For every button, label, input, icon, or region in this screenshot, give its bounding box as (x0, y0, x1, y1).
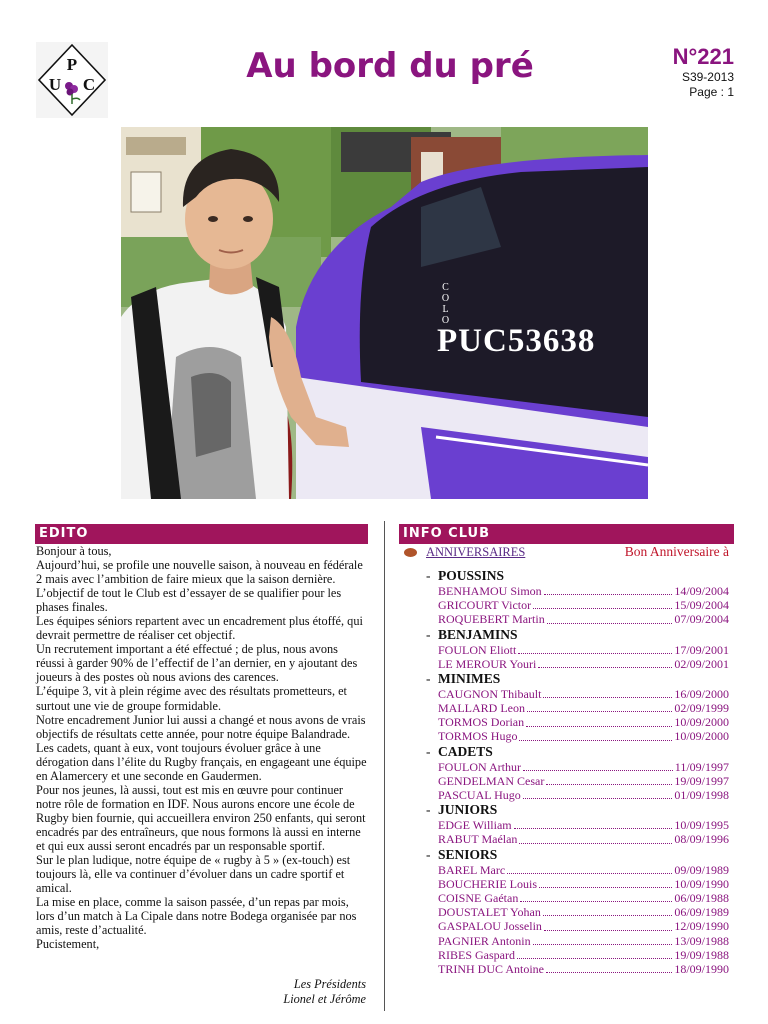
birthday-entry (426, 863, 729, 877)
birthday-entry (426, 919, 729, 933)
person-name: COISNE Gaétan (438, 890, 519, 905)
person-name: LE MEROUR Youri (438, 656, 537, 671)
bullet-dash: - (426, 670, 431, 686)
person-name: DOUSTALET Yohan (438, 905, 541, 920)
birth-date: 08/09/1996 (674, 832, 729, 847)
birth-date: 13/09/1988 (674, 933, 729, 948)
bullet-dash: - (426, 626, 431, 642)
birth-date: 11/09/1997 (674, 759, 729, 774)
birthday-entry (426, 832, 729, 846)
boy-with-car-image (121, 127, 648, 499)
birthday-entry (426, 962, 729, 976)
bullet-dash: - (426, 743, 431, 759)
birth-date: 14/09/2004 (674, 583, 729, 598)
person-name: BOUCHERIE Louis (438, 876, 537, 891)
dot-leader (523, 798, 673, 799)
signature-names: Lionel et Jérôme (283, 992, 366, 1006)
person-name: BENHAMOU Simon (438, 583, 542, 598)
person-name: FOULON Arthur (438, 759, 521, 774)
page-number: Page : 1 (689, 85, 734, 99)
group-title (426, 627, 729, 643)
anniversaires-row (404, 545, 734, 563)
person-name: EDGE William (438, 818, 512, 833)
dot-leader (539, 887, 672, 888)
person-name: BAREL Marc (438, 862, 506, 877)
group-name: JUNIORS (438, 802, 498, 818)
person-name: RIBES Gaspard (438, 947, 515, 962)
person-name: GRICOURT Victor (438, 598, 532, 613)
edito-paragraph: Pucistement, (36, 937, 100, 952)
birth-date: 10/09/1995 (674, 818, 729, 833)
column-divider (384, 521, 385, 1011)
dot-leader (523, 770, 673, 771)
birthday-entry (426, 905, 729, 919)
birthday-groups (426, 568, 729, 976)
birth-date: 07/09/2004 (674, 612, 729, 627)
logo-letter-u: U (48, 75, 62, 94)
dot-leader (507, 873, 672, 874)
birthday-entry (426, 657, 729, 671)
edito-paragraph: Aujourd’hui, se profile une nouvelle saison, à nouveau en fédérale 2 mais avec l’ambition de faire mieux que la saison dernière. L’objectif de tout le Club est d’essayer de se qualifier pour les phases finales. (36, 558, 363, 615)
person-name: GENDELMAN Cesar (438, 773, 545, 788)
edito-text (36, 544, 368, 951)
puc-logo-icon (36, 42, 108, 118)
dot-leader (527, 711, 672, 712)
issue-week: S39-2013 (681, 70, 734, 84)
club-logo (36, 42, 108, 118)
issue-info (673, 44, 734, 100)
birthday-entry (426, 948, 729, 962)
birth-date: 06/09/1989 (674, 905, 729, 920)
birthday-entry (426, 643, 729, 657)
group-name: MINIMES (438, 670, 501, 686)
birthday-entry (426, 788, 729, 802)
birth-date: 12/09/1990 (674, 919, 729, 934)
dot-leader (544, 594, 673, 595)
dot-leader (517, 958, 672, 959)
group-title (426, 802, 729, 818)
person-name: RABUT Maélan (438, 832, 518, 847)
edito-heading: EDITO (35, 524, 368, 544)
dot-leader (546, 784, 672, 785)
birthday-entry (426, 715, 729, 729)
edito-paragraph: Les équipes séniors repartent avec un encadrement plus étoffé, qui devrait permettre de réaliser cet objectif. (36, 614, 363, 643)
logo-letter-p: P (66, 55, 78, 74)
group-title (426, 744, 729, 760)
person-name: ROQUEBERT Martin (438, 612, 545, 627)
birth-date: 16/09/2000 (674, 686, 729, 701)
car-colo-text: COLO (440, 282, 451, 326)
person-name: TORMOS Dorian (438, 715, 525, 730)
birthday-entry (426, 774, 729, 788)
info-club-heading: INFO CLUB (399, 524, 734, 544)
logo-letter-c: C (82, 75, 96, 94)
person-name: TRINH DUC Antoine (438, 961, 544, 976)
edito-paragraph: Un recrutement important a été effectué ; de plus, nous avons réussi à garder 90% de l’effectif de l’an dernier, en y ajoutant des joueurs à des postes où nous avions des carences. (36, 642, 358, 685)
edito-paragraph: Sur le plan ludique, notre équipe de « rugby à 5 » (ex-touch) est toujours là, elle va continuer d’évoluer dans un cadre sportif et amical. (36, 853, 351, 896)
person-name: PASCUAL Hugo (438, 788, 521, 803)
dot-leader (519, 843, 672, 844)
birth-date: 19/09/1988 (674, 947, 729, 962)
birthday-entry (426, 584, 729, 598)
dot-leader (519, 740, 672, 741)
group-name: POUSSINS (438, 568, 505, 583)
birth-date: 19/09/1997 (674, 773, 729, 788)
birthday-entry (426, 598, 729, 612)
dot-leader (547, 623, 673, 624)
anniversaires-link[interactable]: ANNIVERSAIRES (426, 545, 526, 559)
birth-date: 06/09/1988 (674, 890, 729, 905)
edito-paragraph: L’équipe 3, vit à plein régime avec des résultats prometteurs, et surtout une vie de groupe formidable. (36, 684, 347, 713)
dot-leader (543, 697, 672, 698)
group-title (426, 568, 729, 584)
birth-date: 17/09/2001 (674, 642, 729, 657)
dot-leader (518, 653, 672, 654)
dot-leader (514, 828, 673, 829)
edito-paragraph: Pour nos jeunes, là aussi, tout est mis en œuvre pour continuer notre rôle de formation en IDF. Nous aurons encore une école de Rugby bien fournie, qui accueillera environ 250 enfants, qui seront encadrés par des entraîneurs, que nous formons là aussi en interne et qui eux aussi seront encadrés par un responsable sportif. (36, 782, 366, 853)
edito-paragraph: La mise en place, comme la saison passée, d’un repas par mois, lors d’un match à La Cipale dans notre Bodega organisée par nos amis, reste d’actualité. (36, 895, 357, 938)
edito-paragraph: Bonjour à tous, (36, 544, 112, 558)
bullet-dash: - (426, 802, 431, 818)
dot-leader (544, 930, 672, 931)
birthday-entry (426, 687, 729, 701)
birth-date: 10/09/2000 (674, 729, 729, 744)
dot-leader (526, 726, 672, 727)
person-name: MALLARD Leon (438, 701, 525, 716)
birth-date: 10/09/2000 (674, 715, 729, 730)
dot-leader (543, 915, 673, 916)
edito-signature (283, 977, 366, 1007)
person-name: TORMOS Hugo (438, 729, 518, 744)
dot-leader (538, 667, 672, 668)
rugby-ball-icon (404, 548, 417, 557)
birth-date: 02/09/2001 (674, 656, 729, 671)
edito-paragraph: Les cadets, quant à eux, vont toujours évoluer grâce à une dérogation dans l’élite du Rugby français, en engageant une équipe en Alamercery et une seconde en Gaudermen. (36, 740, 367, 783)
cover-photo (121, 127, 648, 499)
birthday-entry (426, 877, 729, 891)
birthday-entry (426, 934, 729, 948)
newsletter-title: Au bord du pré (246, 46, 534, 86)
birth-date: 15/09/2004 (674, 598, 729, 613)
birthday-wish: Bon Anniversaire à (624, 544, 729, 559)
edito-paragraph: Notre encadrement Junior lui aussi a changé et nous avons de vrais objectifs de résultats cette année, pour notre équipe Balandrade. (36, 712, 366, 741)
person-name: GASPALOU Josselin (438, 919, 542, 934)
person-name: PAGNIER Antonin (438, 933, 531, 948)
dot-leader (533, 608, 672, 609)
birthday-entry (426, 760, 729, 774)
birthday-entry (426, 891, 729, 905)
group-title (426, 671, 729, 687)
person-name: CAUGNON Thibault (438, 686, 542, 701)
car-plate-text: PUC53638 (437, 323, 596, 359)
birthday-entry (426, 612, 729, 626)
birth-date: 18/09/1990 (674, 961, 729, 976)
group-name: BENJAMINS (438, 626, 518, 642)
birthday-entry (426, 701, 729, 715)
signature-title: Les Présidents (293, 977, 366, 991)
birth-date: 10/09/1990 (674, 876, 729, 891)
dot-leader (533, 944, 673, 945)
dot-leader (546, 972, 672, 973)
group-title (426, 847, 729, 863)
birthday-entry (426, 818, 729, 832)
bullet-dash: - (426, 846, 431, 862)
dot-leader (520, 901, 672, 902)
birth-date: 09/09/1989 (674, 862, 729, 877)
issue-number: N°221 (672, 44, 734, 69)
birth-date: 02/09/1999 (674, 701, 729, 716)
person-name: FOULON Eliott (438, 642, 517, 657)
group-name: SENIORS (438, 846, 498, 862)
birthday-entry (426, 730, 729, 744)
group-name: CADETS (438, 743, 493, 759)
birth-date: 01/09/1998 (674, 788, 729, 803)
bullet-dash: - (426, 568, 431, 583)
